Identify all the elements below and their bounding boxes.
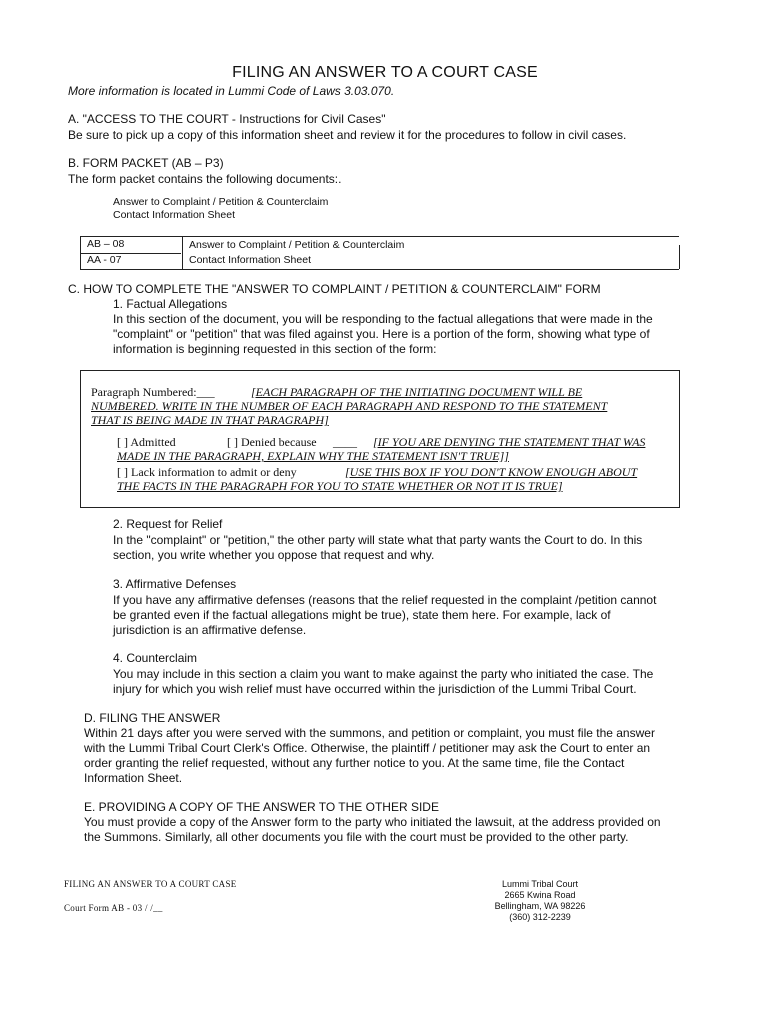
section-e-body: You must provide a copy of the Answer form to the party who initiated the lawsuit, at the address provided on the Summons. Similarly, all other documents you file with the court must be provided to the other party.: [84, 815, 661, 844]
item-1-title: 1. Factual Allegations: [113, 297, 228, 311]
table-cell-name: Answer to Complaint / Petition & Counterclaim: [189, 239, 405, 251]
item-4-title: 4. Counterclaim: [113, 651, 198, 665]
item-3-body: If you have any affirmative defenses (reasons that the relief requested in the complaint /petition cannot be granted even if the factual allegations might be true), state them here. For example, lack of jurisdiction is an affirmative defense.: [113, 593, 657, 637]
table-cell-code: AB – 08: [87, 238, 125, 250]
denied-checkbox-label: [ ] Denied because: [227, 435, 317, 449]
section-d-body: Within 21 days after you were served with the summons, and petition or complaint, you must file the answer with the Lummi Tribal Court Clerk's Office. Otherwise, the plaintiff / petitioner may ask the Court to enter an order granting the relief requested, without any further notice to you. At the same time, file the Contact Information Sheet.: [84, 726, 655, 785]
sample-form-excerpt: [80, 370, 680, 508]
denied-blank: ____: [333, 435, 357, 449]
paragraph-instruction: THAT IS BEING MADE IN THAT PARAGRAPH]: [91, 413, 329, 427]
forms-table: [80, 236, 679, 270]
lack-info-checkbox-label: [ ] Lack information to admit or deny: [117, 465, 297, 479]
table-cell-code: AA - 07: [87, 254, 122, 266]
denied-instruction: MADE IN THE PARAGRAPH, EXPLAIN WHY THE STATEMENT ISN'T TRUE]]: [117, 449, 509, 463]
page-title: FILING AN ANSWER TO A COURT CASE: [232, 64, 538, 81]
form-list-item: Contact Information Sheet: [113, 209, 235, 221]
lack-info-instruction: [USE THIS BOX IF YOU DON'T KNOW ENOUGH ABOUT: [345, 465, 638, 479]
section-b-body: The form packet contains the following documents:.: [68, 172, 342, 186]
lack-info-instruction: THE FACTS IN THE PARAGRAPH FOR YOU TO STATE WHETHER OR NOT IT IS TRUE]: [117, 479, 563, 493]
section-a-heading: A. "ACCESS TO THE COURT - Instructions for Civil Cases": [68, 112, 386, 126]
denied-instruction: [IF YOU ARE DENYING THE STATEMENT THAT WAS: [373, 435, 646, 449]
footer-form-number: Court Form AB - 03 / /__: [64, 903, 163, 913]
page-subtitle: More information is located in Lummi Code of Laws 3.03.070.: [68, 84, 395, 98]
section-d-heading: D. FILING THE ANSWER: [84, 711, 221, 725]
paragraph-instruction: [EACH PARAGRAPH OF THE INITIATING DOCUMENT WILL BE: [251, 385, 583, 399]
admitted-checkbox-label: [ ] Admitted: [117, 435, 176, 449]
section-c-heading: C. HOW TO COMPLETE THE "ANSWER TO COMPLAINT / PETITION & COUNTERCLAIM" FORM: [68, 282, 601, 296]
table-cell-name: Contact Information Sheet: [189, 254, 311, 266]
item-2-title: 2. Request for Relief: [113, 517, 223, 531]
footer-form-title: FILING AN ANSWER TO A COURT CASE: [64, 879, 237, 889]
item-1-body: In this section of the document, you will be responding to the factual allegations that were made in the "complaint" or "petition" that was filed against you. Here is a portion of the form, showing what type of information is beginning requested in this section of the form:: [113, 312, 653, 356]
paragraph-instruction: NUMBERED. WRITE IN THE NUMBER OF EACH PARAGRAPH AND RESPOND TO THE STATEMENT: [91, 399, 608, 413]
section-a-body: Be sure to pick up a copy of this information sheet and review it for the procedures to follow in civil cases.: [68, 128, 627, 142]
form-list-item: Answer to Complaint / Petition & Counterclaim: [113, 196, 329, 208]
item-3-title: 3. Affirmative Defenses: [113, 577, 237, 591]
item-2-body: In the "complaint" or "petition," the other party will state what that party wants the Court to do. In this section, you write whether you oppose that request and why.: [113, 533, 643, 562]
item-4-body: You may include in this section a claim you want to make against the party who initiated the case. The injury for which you wish relief must have occurred within the jurisdiction of the Lummi Tribal Court.: [113, 667, 654, 696]
section-e-heading: E. PROVIDING A COPY OF THE ANSWER TO THE OTHER SIDE: [84, 800, 439, 814]
section-b-heading: B. FORM PACKET (AB – P3): [68, 156, 224, 170]
footer-court-address: Lummi Tribal Court 2665 Kwina Road Bellingham, WA 98226 (360) 312-2239: [494, 879, 586, 922]
paragraph-numbered-label: Paragraph Numbered:___: [91, 385, 215, 399]
